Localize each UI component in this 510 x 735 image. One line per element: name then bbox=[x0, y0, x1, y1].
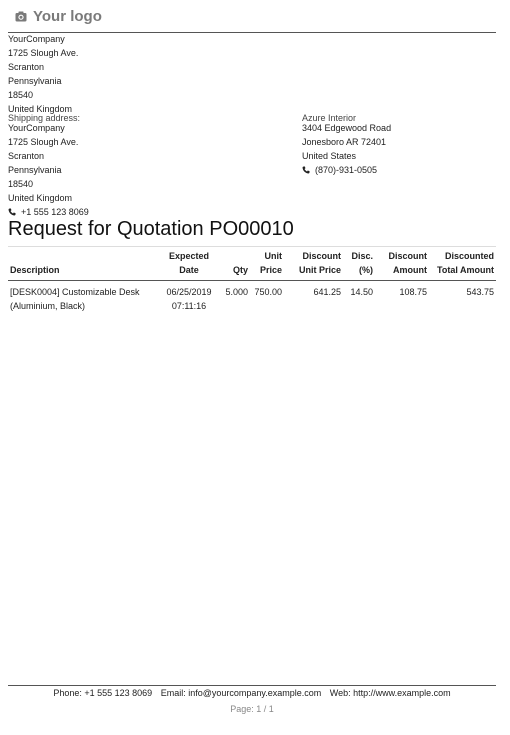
order-lines-table bbox=[8, 246, 496, 317]
header-expected-date: Expected Date bbox=[162, 247, 216, 281]
company-address-line: United Kingdom bbox=[8, 104, 73, 114]
shipping-address-line: 1725 Slough Ave. bbox=[8, 137, 79, 147]
company-logo bbox=[15, 8, 102, 25]
header-discount-unit-price: Discount Unit Price bbox=[284, 247, 343, 281]
shipping-phone-number: +1 555 123 8069 bbox=[21, 207, 89, 217]
vendor-address-line: 3404 Edgewood Road bbox=[302, 123, 392, 133]
vendor-address bbox=[302, 121, 391, 177]
footer-email[interactable]: Email: info@yourcompany.example.com bbox=[160, 688, 322, 698]
cell-discount-amount: 108.75 bbox=[399, 287, 427, 297]
cell-unit-price: 750.00 bbox=[254, 287, 282, 297]
vendor-phone-number: (870)-931-0505 bbox=[315, 165, 378, 175]
header-discounted-total: Discounted Total Amount bbox=[429, 247, 496, 281]
shipping-address-label: Shipping address: bbox=[8, 113, 81, 123]
header-discount-amount: Discount Amount bbox=[375, 247, 429, 281]
shipping-address-line: 18540 bbox=[8, 179, 34, 189]
cell-discount-percent: 14.50 bbox=[350, 287, 373, 297]
page-number: Page: 1 / 1 bbox=[230, 704, 274, 714]
shipping-address-line: Scranton bbox=[8, 151, 45, 161]
footer-phone: Phone: +1 555 123 8069 bbox=[53, 688, 153, 698]
footer-divider bbox=[8, 685, 496, 686]
logo-text: Your logo bbox=[33, 8, 102, 25]
company-address-line: Pennsylvania bbox=[8, 76, 62, 86]
vendor-phone bbox=[302, 163, 391, 177]
company-address-line: 18540 bbox=[8, 90, 34, 100]
footer-web[interactable]: Web: http://www.example.com bbox=[329, 688, 451, 698]
shipping-address-line: United Kingdom bbox=[8, 193, 73, 203]
company-address bbox=[8, 32, 78, 116]
company-address-line: 1725 Slough Ave. bbox=[8, 48, 79, 58]
shipping-address-line: YourCompany bbox=[8, 123, 65, 133]
vendor-name-label: Azure Interior bbox=[302, 113, 357, 123]
phone-icon bbox=[8, 208, 16, 216]
cell-discounted-total: 543.75 bbox=[466, 287, 494, 297]
header-description: Description bbox=[8, 247, 162, 281]
header-qty: Qty bbox=[216, 247, 250, 281]
header-discount-percent: Disc. (%) bbox=[343, 247, 375, 281]
header-unit-price: Unit Price bbox=[250, 247, 284, 281]
phone-icon bbox=[302, 166, 310, 174]
shipping-phone bbox=[8, 205, 89, 219]
company-address-line: Scranton bbox=[8, 62, 45, 72]
cell-qty: 5.000 bbox=[225, 287, 248, 297]
table-row bbox=[8, 281, 496, 318]
table-header-row bbox=[8, 247, 496, 281]
header-divider bbox=[8, 32, 496, 33]
footer-contact bbox=[8, 688, 496, 698]
shipping-address-line: Pennsylvania bbox=[8, 165, 62, 175]
shipping-address bbox=[8, 121, 89, 219]
vendor-address-line: Jonesboro AR 72401 bbox=[302, 137, 387, 147]
cell-expected-date: 06/25/2019 07:11:16 bbox=[166, 287, 212, 311]
document-title: Request for Quotation PO00010 bbox=[8, 218, 294, 240]
vendor-address-line: United States bbox=[302, 151, 357, 161]
camera-icon bbox=[15, 11, 27, 22]
cell-discount-unit-price: 641.25 bbox=[313, 287, 341, 297]
cell-description: [DESK0004] Customizable Desk (Aluminium, Black) bbox=[10, 287, 140, 311]
company-address-line: YourCompany bbox=[8, 34, 65, 44]
